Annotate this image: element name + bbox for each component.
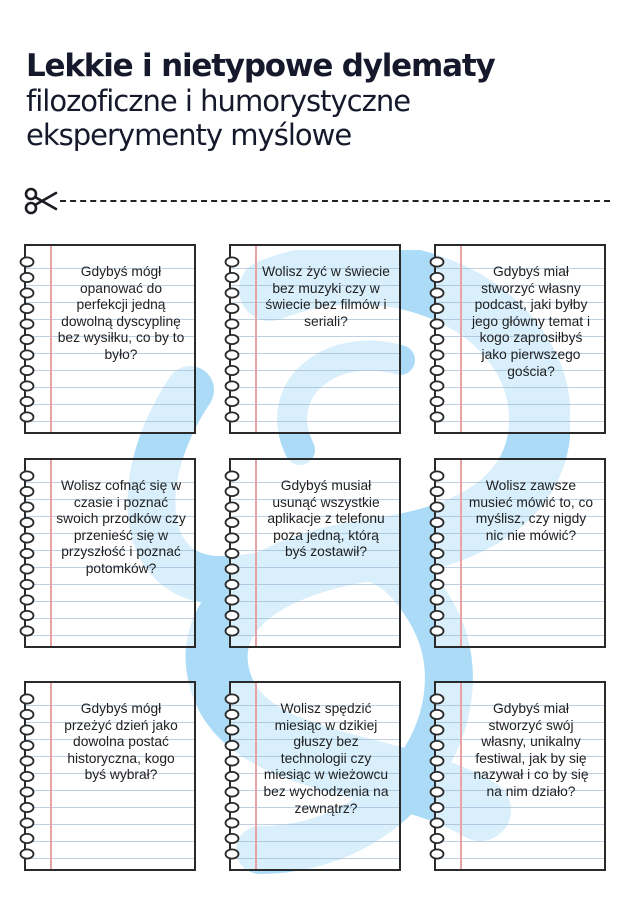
cut-line [24,186,610,216]
spiral-rings-icon [223,468,245,640]
question-card [24,458,196,648]
question-text: Wolisz żyć w świecie bez muzyki czy w świecie bez filmów i seriali? [262,264,390,329]
question-text: Gdybyś musiał usunąć wszystkie aplikacje z telefonu poza jedną, którą byś zostawił? [267,478,385,560]
spiral-rings-icon [223,691,245,863]
margin-line [255,683,257,869]
margin-line [255,460,257,646]
dashed-cut-line [60,200,610,202]
question-text: Gdybyś mógł przeżyć dzień jako dowolna postać historyczna, kogo byś wybrał? [64,701,178,783]
spiral-rings-icon [18,691,40,863]
question-text: Gdybyś miał stworzyć własny podcast, jaki byłby jego główny temat i kogo zaprosiłbyś jako pierwszego gościa? [471,264,591,379]
title-line-1: Lekkie i nietypowe dylematy [26,48,495,84]
question-card [229,458,401,648]
margin-line [50,683,52,869]
margin-line [460,683,462,869]
spiral-rings-icon [18,468,40,640]
question-text: Wolisz cofnąć się w czasie i poznać swoich przodków czy przenieść się w przyszłość i poznać potomków? [56,478,186,576]
margin-line [460,460,462,646]
spiral-rings-icon [18,254,40,426]
question-card [24,244,196,434]
scissors-icon [24,186,58,216]
question-card [229,681,401,871]
question-card [434,244,606,434]
question-text: Gdybyś miał stworzyć swój własny, unikalny festiwal, jak by się nazywał i co by się na nim działo? [473,701,589,799]
margin-line [460,246,462,432]
spiral-rings-icon [223,254,245,426]
title-line-2: filozoficzne i humorystyczne [26,84,411,118]
title-block [26,48,616,152]
question-card [24,681,196,871]
spiral-rings-icon [428,691,450,863]
margin-line [50,246,52,432]
margin-line [255,246,257,432]
question-card [229,244,401,434]
question-card [434,681,606,871]
question-text: Wolisz zawsze musieć mówić to, co myślisz, czy nigdy nic nie mówić? [468,478,594,543]
margin-line [50,460,52,646]
spiral-rings-icon [428,468,450,640]
question-text: Gdybyś mógł opanować do perfekcji jedną dowolną dyscyplinę bez wysiłku, co by to było? [57,264,185,362]
question-card [434,458,606,648]
title-line-3: eksperymenty myślowe [26,118,352,152]
spiral-rings-icon [428,254,450,426]
question-text: Wolisz spędzić miesiąc w dzikiej głuszy bez technologii czy miesiąc w wieżowcu bez wychodzenia na zewnątrz? [263,701,389,816]
